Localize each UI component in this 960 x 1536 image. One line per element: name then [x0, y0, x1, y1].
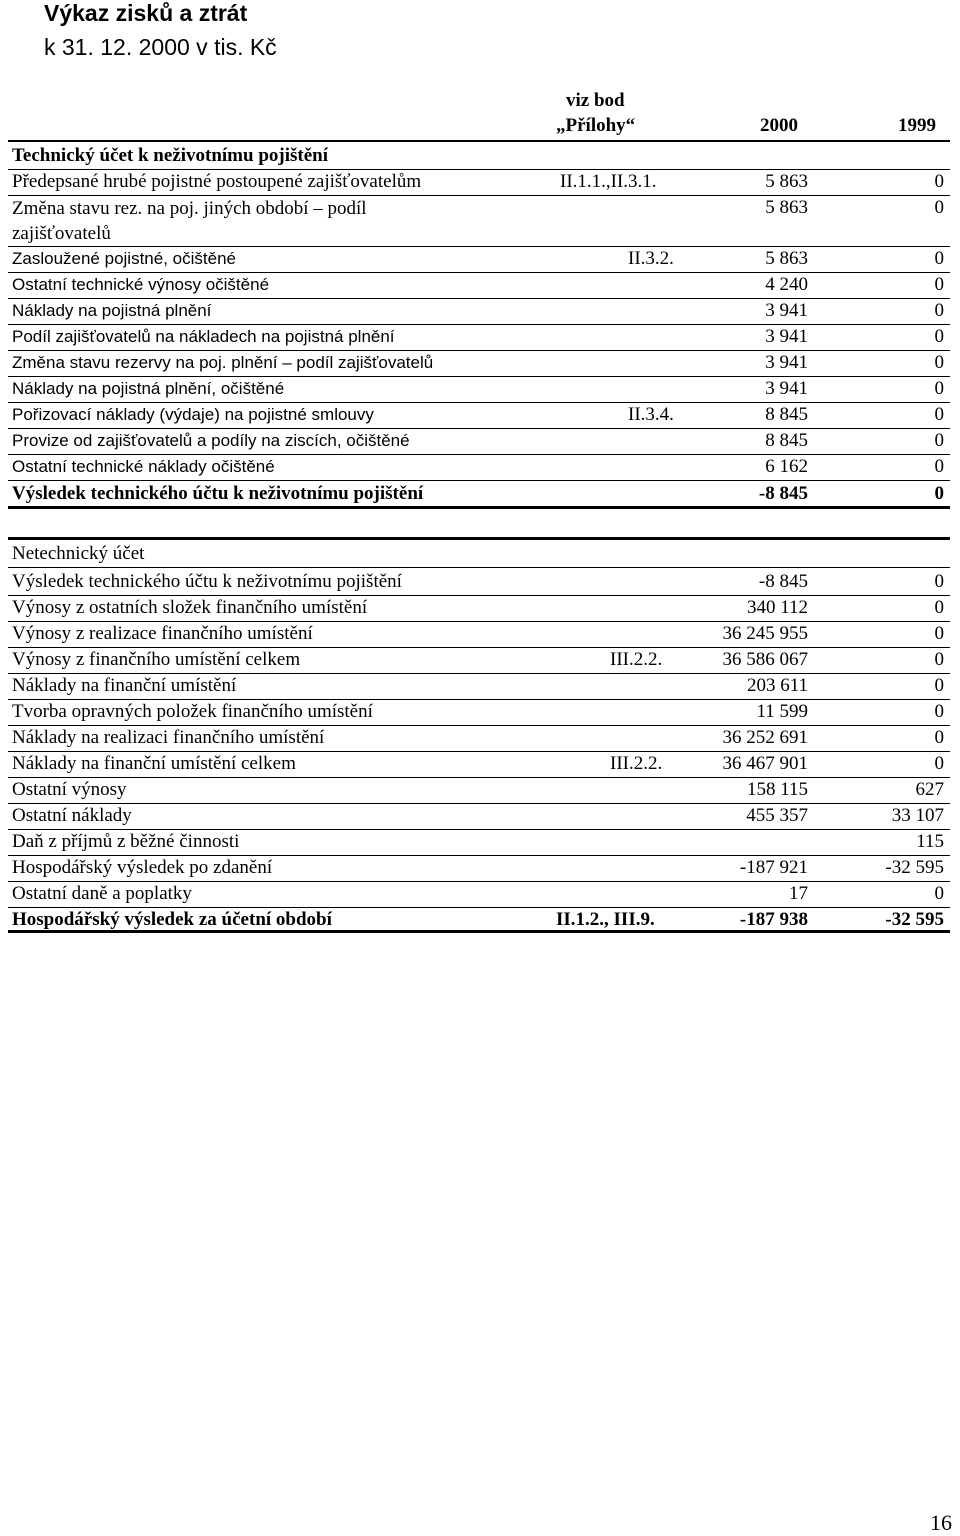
table-row: Změna stavu rezervy na poj. plnění – podíl zajišťovatelů 3 941 0 [8, 351, 950, 377]
table-row: Náklady na finanční umístění 203 611 0 [8, 674, 950, 700]
technical-heading-row [8, 144, 950, 170]
table-row: Výnosy z realizace finančního umístění 36 245 955 0 [8, 622, 950, 648]
table-row: Ostatní náklady 455 357 33 107 [8, 804, 950, 830]
table-row: Provize od zajišťovatelů a podíly na ziscích, očištěné 8 845 0 [8, 429, 950, 455]
nontechnical-heading: Netechnický účet [12, 543, 145, 564]
table-row: Předepsané hrubé pojistné postoupené zajišťovatelům II.1.1.,II.3.1. 5 863 0 [8, 170, 950, 196]
table-row: Zasloužené pojistné, očištěné II.3.2. 5 863 0 [8, 247, 950, 273]
page-subtitle: k 31. 12. 2000 v tis. Kč [44, 34, 277, 60]
table-row: Náklady na pojistná plnění 3 941 0 [8, 299, 950, 325]
page-number: 16 [930, 1510, 952, 1535]
table-row: Výsledek technického účtu k neživotnímu pojištění -8 845 0 [8, 570, 950, 596]
table-row: Daň z příjmů z běžné činnosti 115 [8, 830, 950, 856]
ref-column-header-line1: viz bod [566, 90, 625, 111]
table-row: Ostatní technické výnosy očištěné 4 240 0 [8, 273, 950, 299]
page-title: Výkaz zisků a ztrát [44, 0, 248, 26]
table-row: Tvorba opravných položek finančního umístění 11 599 0 [8, 700, 950, 726]
table-row: Změna stavu rez. na poj. jiných období – podíl zajišťovatelů 5 863 0 [8, 196, 950, 247]
table-row: Náklady na finanční umístění celkem III.2.2. 36 467 901 0 [8, 752, 950, 778]
table-row: Ostatní daně a poplatky 17 0 [8, 882, 950, 908]
section-top-rule [8, 537, 950, 540]
year-2000-header: 2000 [760, 115, 798, 136]
table-row: Podíl zajišťovatelů na nákladech na pojistná plnění 3 941 0 [8, 325, 950, 351]
year-1999-header: 1999 [898, 115, 936, 136]
table-row: Náklady na realizaci finančního umístění 36 252 691 0 [8, 726, 950, 752]
technical-result-row: Výsledek technického účtu k neživotnímu pojištění -8 845 0 [8, 482, 950, 509]
technical-heading: Technický účet k neživotnímu pojištění [12, 145, 328, 166]
ref-column-header-line2: „Přílohy“ [556, 115, 636, 136]
table-row: Výnosy z ostatních složek finančního umístění 340 112 0 [8, 596, 950, 622]
table-row: Pořizovací náklady (výdaje) na pojistné smlouvy II.3.4. 8 845 0 [8, 403, 950, 429]
table-row: Ostatní výnosy 158 115 627 [8, 778, 950, 804]
table-row: Výnosy z finančního umístění celkem III.2.2. 36 586 067 0 [8, 648, 950, 674]
final-result-row: Hospodářský výsledek za účetní období II.1.2., III.9. -187 938 -32 595 [8, 908, 950, 933]
table-row: Náklady na pojistná plnění, očištěné 3 941 0 [8, 377, 950, 403]
nontechnical-heading-row [8, 542, 950, 568]
header-rule [8, 140, 950, 142]
table-row: Ostatní technické náklady očištěné 6 162 0 [8, 455, 950, 481]
table-row: Hospodářský výsledek po zdanění -187 921 -32 595 [8, 856, 950, 882]
